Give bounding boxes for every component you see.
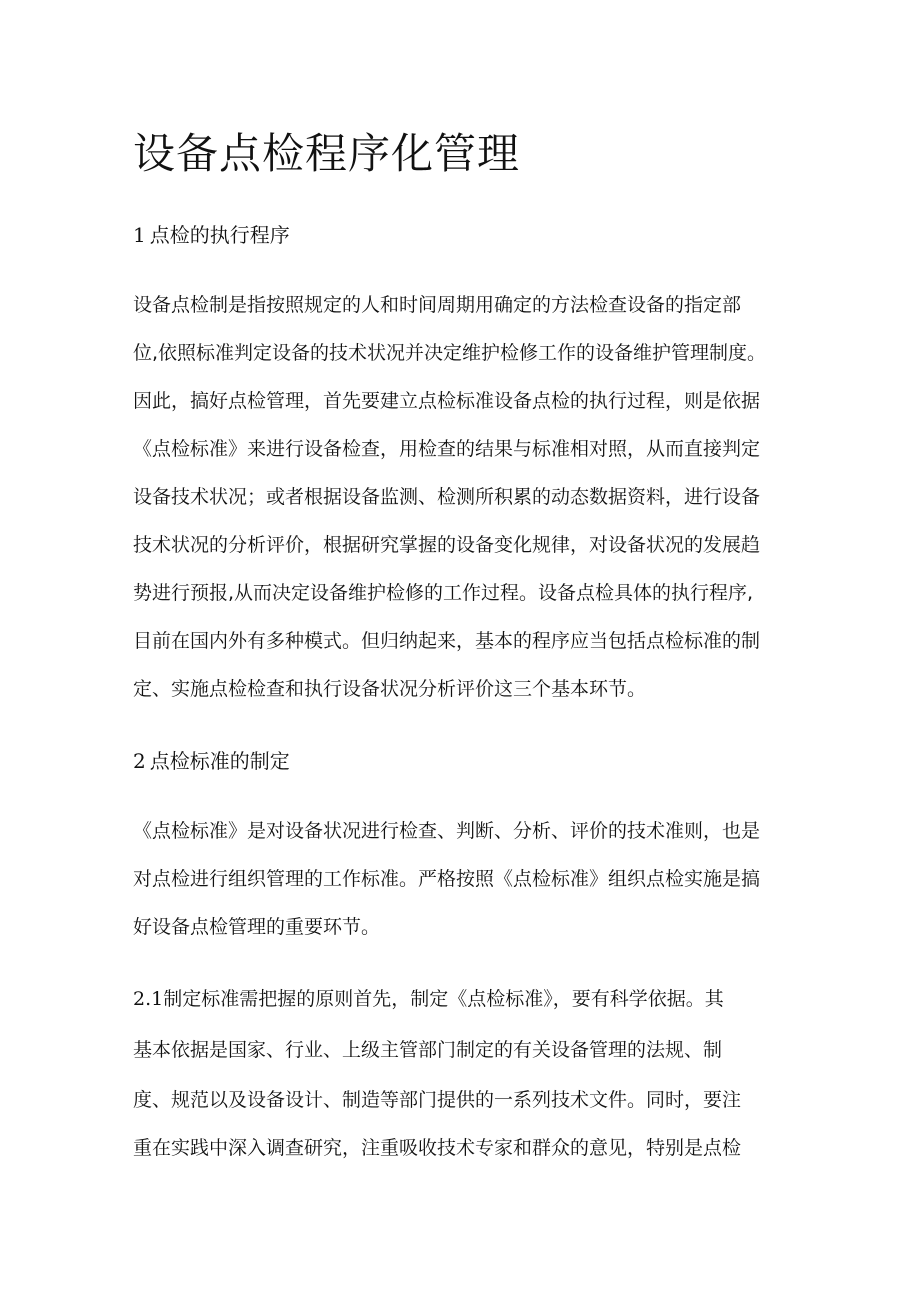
paragraph-line: 《点检标准》是对设备状况进行检查、判断、分析、评价的技术准则，也是 — [133, 820, 761, 842]
paragraph-line: 重在实践中深入调查研究，注重吸收技术专家和群众的意见，特别是点检 — [133, 1137, 742, 1159]
paragraph-line: 目前在国内外有多种模式。但归纳起来，基本的程序应当包括点检标准的制 — [133, 630, 761, 652]
paragraph-line: 对点检进行组织管理的工作标准。严格按照《点检标准》组织点检实施是搞 — [133, 868, 761, 890]
subsection-first-line — [133, 985, 724, 1013]
paragraph-line: 位,依照标准判定设备的技术状况并决定维护检修工作的设备维护管理制度。 — [133, 342, 767, 364]
section-heading-1 — [133, 221, 290, 249]
paragraph-line: 好设备点检管理的重要环节。 — [133, 916, 381, 938]
paragraph-line: 定、实施点检检查和执行设备状况分析评价这三个基本环节。 — [133, 678, 647, 700]
page-title: 设备点检程序化管理 — [133, 129, 521, 178]
paragraph-line: 设备点检制是指按照规定的人和时间周期用确定的方法检查设备的指定部 — [133, 294, 742, 316]
section-number: 2 — [133, 749, 146, 773]
section-heading-text: 点检的执行程序 — [149, 223, 290, 247]
paragraph-line: 技术状况的分析评价，根据研究掌握的设备变化规律，对设备状况的发展趋 — [133, 534, 761, 556]
section-heading-text: 点检标准的制定 — [149, 749, 290, 773]
paragraph-line: 设备技术状况；或者根据设备监测、检测所积累的动态数据资料，进行设备 — [133, 486, 761, 508]
paragraph-line: 《点检标准》来进行设备检查，用检查的结果与标准相对照，从而直接判定 — [133, 438, 761, 460]
paragraph-line: 因此，搞好点检管理，首先要建立点检标准设备点检的执行过程，则是依据 — [133, 390, 761, 412]
section-heading-2 — [133, 747, 290, 775]
paragraph-line: 度、规范以及设备设计、制造等部门提供的一系列技术文件。同时，要注 — [133, 1089, 742, 1111]
section-number: 1 — [133, 223, 146, 247]
subsection-first-line-text: 制定标准需把握的原则首先，制定《点检标准》，要有科学依据。其 — [163, 988, 724, 1010]
subsection-number: 2.1 — [133, 988, 164, 1010]
paragraph-line: 基本依据是国家、行业、上级主管部门制定的有关设备管理的法规、制 — [133, 1039, 723, 1061]
paragraph-line: 势进行预报,从而决定设备维护检修的工作过程。设备点检具体的执行程序, — [133, 582, 754, 604]
